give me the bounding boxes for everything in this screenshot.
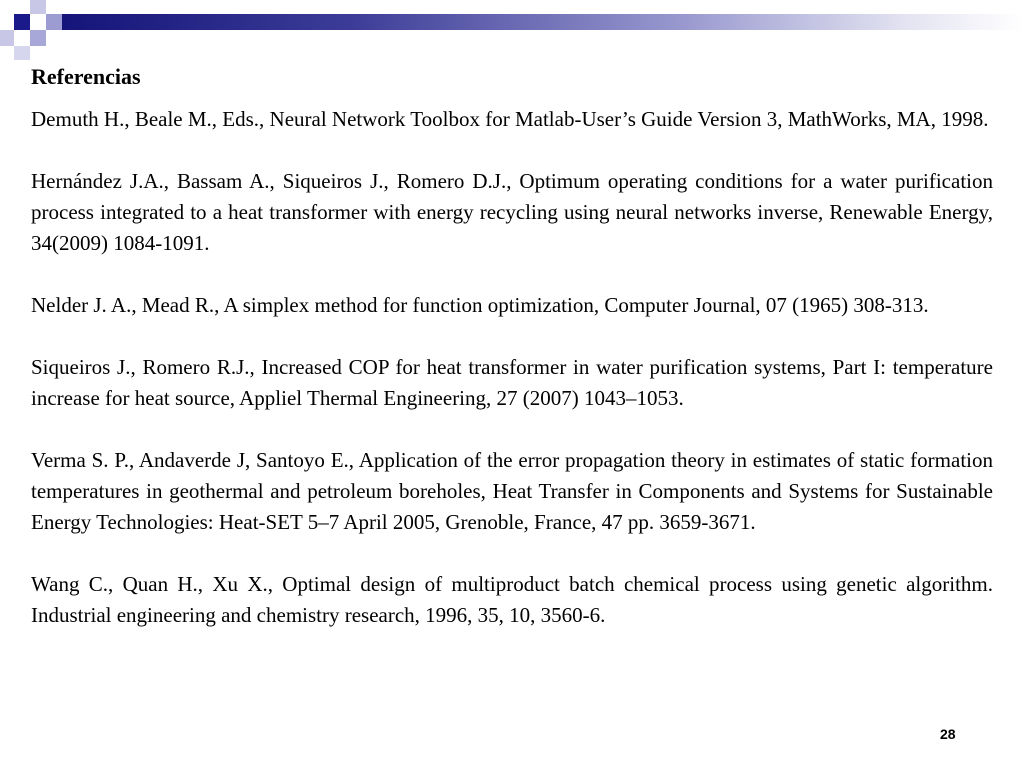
page-number: 28 <box>940 726 956 742</box>
reference-list <box>31 104 993 631</box>
reference-item: Wang C., Quan H., Xu X., Optimal design of multiproduct batch chemical process using genetic algorithm. Industrial engineering and chemistry research, 1996, 35, 10, 3560-6. <box>31 572 993 627</box>
header-gradient-bar <box>62 14 1024 30</box>
decor-square <box>46 0 62 14</box>
reference-item: Nelder J. A., Mead R., A simplex method for function optimization, Computer Journal, 07 (1965) 308-313. <box>31 293 929 317</box>
reference-item: Demuth H., Beale M., Eds., Neural Network Toolbox for Matlab-User’s Guide Version 3, MathWorks, MA, 1998. <box>31 107 989 131</box>
slide-title: Referencias <box>31 64 141 89</box>
decor-square <box>30 30 46 46</box>
decor-square <box>14 46 30 60</box>
decor-square <box>30 46 46 60</box>
reference-item: Verma S. P., Andaverde J, Santoyo E., Application of the error propagation theory in estimates of static formation temperatures in geothermal and petroleum boreholes, Heat Transfer in Components and Systems for Sustainable Energy Technologies: Heat-SET 5–7 April 2005, Grenoble, France, 47 pp. 3659-3671. <box>31 448 993 534</box>
decor-square <box>46 14 62 30</box>
decor-square <box>14 14 30 30</box>
decor-square <box>30 0 46 14</box>
reference-item: Siqueiros J., Romero R.J., Increased COP for heat transformer in water purification systems, Part I: temperature increase for heat source, Appliel Thermal Engineering, 27 (2007) 1043–1053. <box>31 355 993 410</box>
decor-square <box>0 30 14 46</box>
reference-item: Hernández J.A., Bassam A., Siqueiros J., Romero D.J., Optimum operating conditions for a water purification process integrated to a heat transformer with energy recycling using neural networks inverse, Renewable Energy, 34(2009) 1084-1091. <box>31 169 993 255</box>
